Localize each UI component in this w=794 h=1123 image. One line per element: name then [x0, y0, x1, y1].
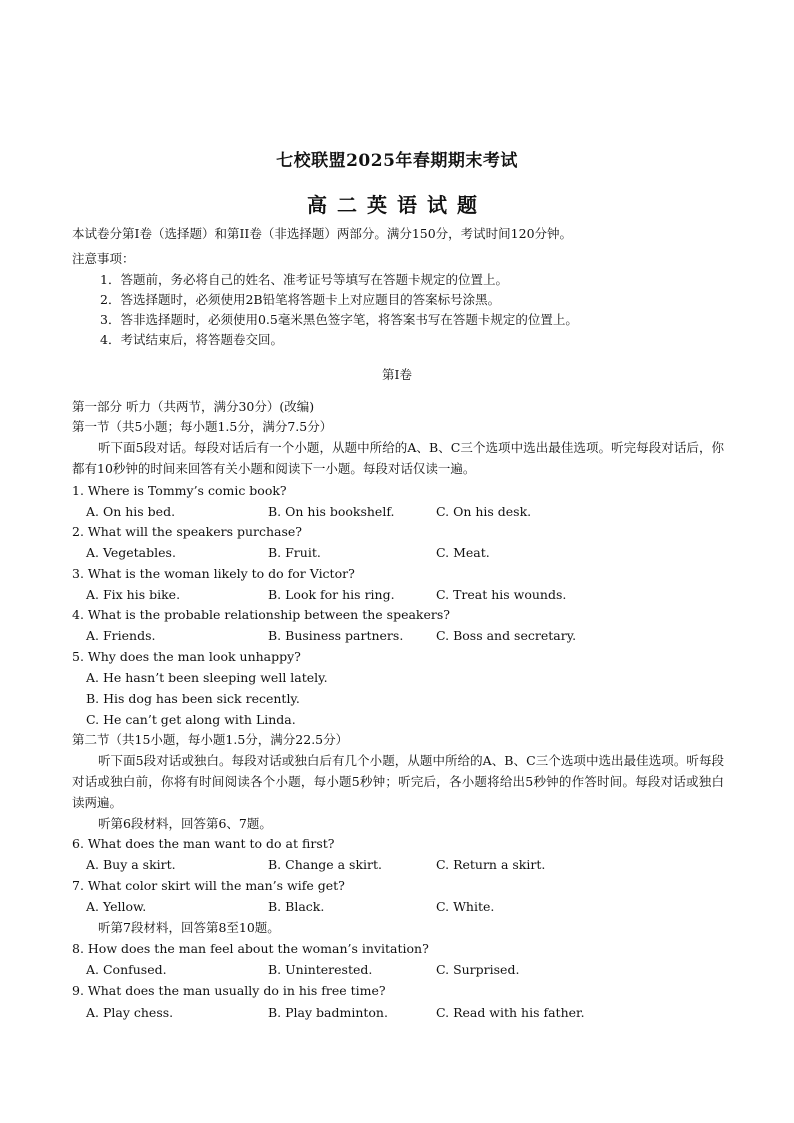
question-stem: 8. How does the man feel about the woman’s invitation?	[72, 941, 429, 956]
option-a: A. On his bed.	[86, 504, 176, 519]
option-b: B. Fruit.	[268, 545, 321, 560]
intro-text: 本试卷分第I卷（选择题）和第II卷（非选择题）两部分。满分150分，考试时间120分钟。	[72, 226, 573, 241]
question-stem: 3. What is the woman likely to do for Victor?	[72, 566, 355, 581]
material-instruction: 听第7段材料，回答第8至10题。	[98, 920, 280, 935]
option-b: B. Business partners.	[268, 628, 404, 643]
question-stem: 2. What will the speakers purchase?	[72, 524, 303, 539]
option-a: A. Buy a skirt.	[86, 857, 176, 872]
option-b: B. Play badminton.	[268, 1005, 388, 1020]
question-stem: 5. Why does the man look unhappy?	[72, 649, 301, 664]
question-stem: 4. What is the probable relationship between the speakers?	[72, 607, 450, 622]
question-stem: 6. What does the man want to do at first?	[72, 836, 335, 851]
note-item: 1．答题前，务必将自己的姓名、准考证号等填写在答题卡规定的位置上。	[100, 272, 508, 287]
option-a: A. Fix his bike.	[86, 587, 181, 602]
section1-title: 第一节（共5小题；每小题1.5分，满分7.5分）	[72, 419, 333, 434]
note-item: 2．答选择题时，必须使用2B铅笔将答题卡上对应题目的答案标号涂黑。	[100, 292, 501, 307]
material-instruction: 听第6段材料，回答第6、7题。	[98, 816, 272, 831]
option-c: C. Surprised.	[436, 962, 520, 977]
section2-title: 第二节（共15小题，每小题1.5分，满分22.5分）	[72, 732, 349, 747]
section2-directions: 听下面5段对话或独白。每段对话或独白后有几个小题，从题中所给的A、B、C三个选项中选出最佳选项。听每段对话或独白前，你将有时间阅读各个小题，每小题5秒钟；听完后，各小题将给出5秒钟的作答时间。每段对话或独白读两遍。	[72, 753, 724, 810]
question-stem: 7. What color skirt will the man’s wife get?	[72, 878, 345, 893]
question-stem: 9. What does the man usually do in his free time?	[72, 983, 386, 998]
option-c: C. White.	[436, 899, 495, 914]
exam-title: 七校联盟2025年春期期末考试	[276, 151, 518, 171]
option-a: A. Vegetables.	[86, 545, 176, 560]
volume-label: 第I卷	[382, 367, 412, 382]
option-c: C. Read with his father.	[436, 1005, 585, 1020]
option-b: B. Look for his ring.	[268, 587, 395, 602]
part1-title: 第一部分 听力（共两节，满分30分）(改编)	[72, 399, 315, 414]
option-a: A. Confused.	[86, 962, 167, 977]
option-b: B. On his bookshelf.	[268, 504, 395, 519]
option-b: B. His dog has been sick recently.	[86, 691, 300, 706]
option-c: C. Boss and secretary.	[436, 628, 577, 643]
section1-directions: 听下面5段对话。每段对话后有一个小题，从题中所给的A、B、C三个选项中选出最佳选项。听完每段对话后，你都有10秒钟的时间来回答有关小题和阅读下一小题。每段对话仅读一遍。	[72, 440, 724, 476]
option-c: C. Treat his wounds.	[436, 587, 567, 602]
option-b: B. Black.	[268, 899, 325, 914]
option-a: A. He hasn’t been sleeping well lately.	[86, 670, 328, 685]
option-a: A. Play chess.	[86, 1005, 174, 1020]
note-item: 4．考试结束后，将答题卷交回。	[100, 332, 283, 347]
option-b: B. Uninterested.	[268, 962, 373, 977]
notes-label: 注意事项：	[72, 251, 135, 266]
option-c: C. Return a skirt.	[436, 857, 546, 872]
option-c: C. He can’t get along with Linda.	[86, 712, 296, 727]
option-a: A. Friends.	[86, 628, 156, 643]
option-a: A. Yellow.	[86, 899, 147, 914]
note-item: 3．答非选择题时，必须使用0.5毫米黑色签字笔，将答案书写在答题卡规定的位置上。	[100, 312, 578, 327]
option-b: B. Change a skirt.	[268, 857, 383, 872]
option-c: C. On his desk.	[436, 504, 532, 519]
question-stem: 1. Where is Tommy’s comic book?	[72, 483, 287, 498]
option-c: C. Meat.	[436, 545, 490, 560]
subject-title: 高二英语试题	[307, 193, 487, 217]
